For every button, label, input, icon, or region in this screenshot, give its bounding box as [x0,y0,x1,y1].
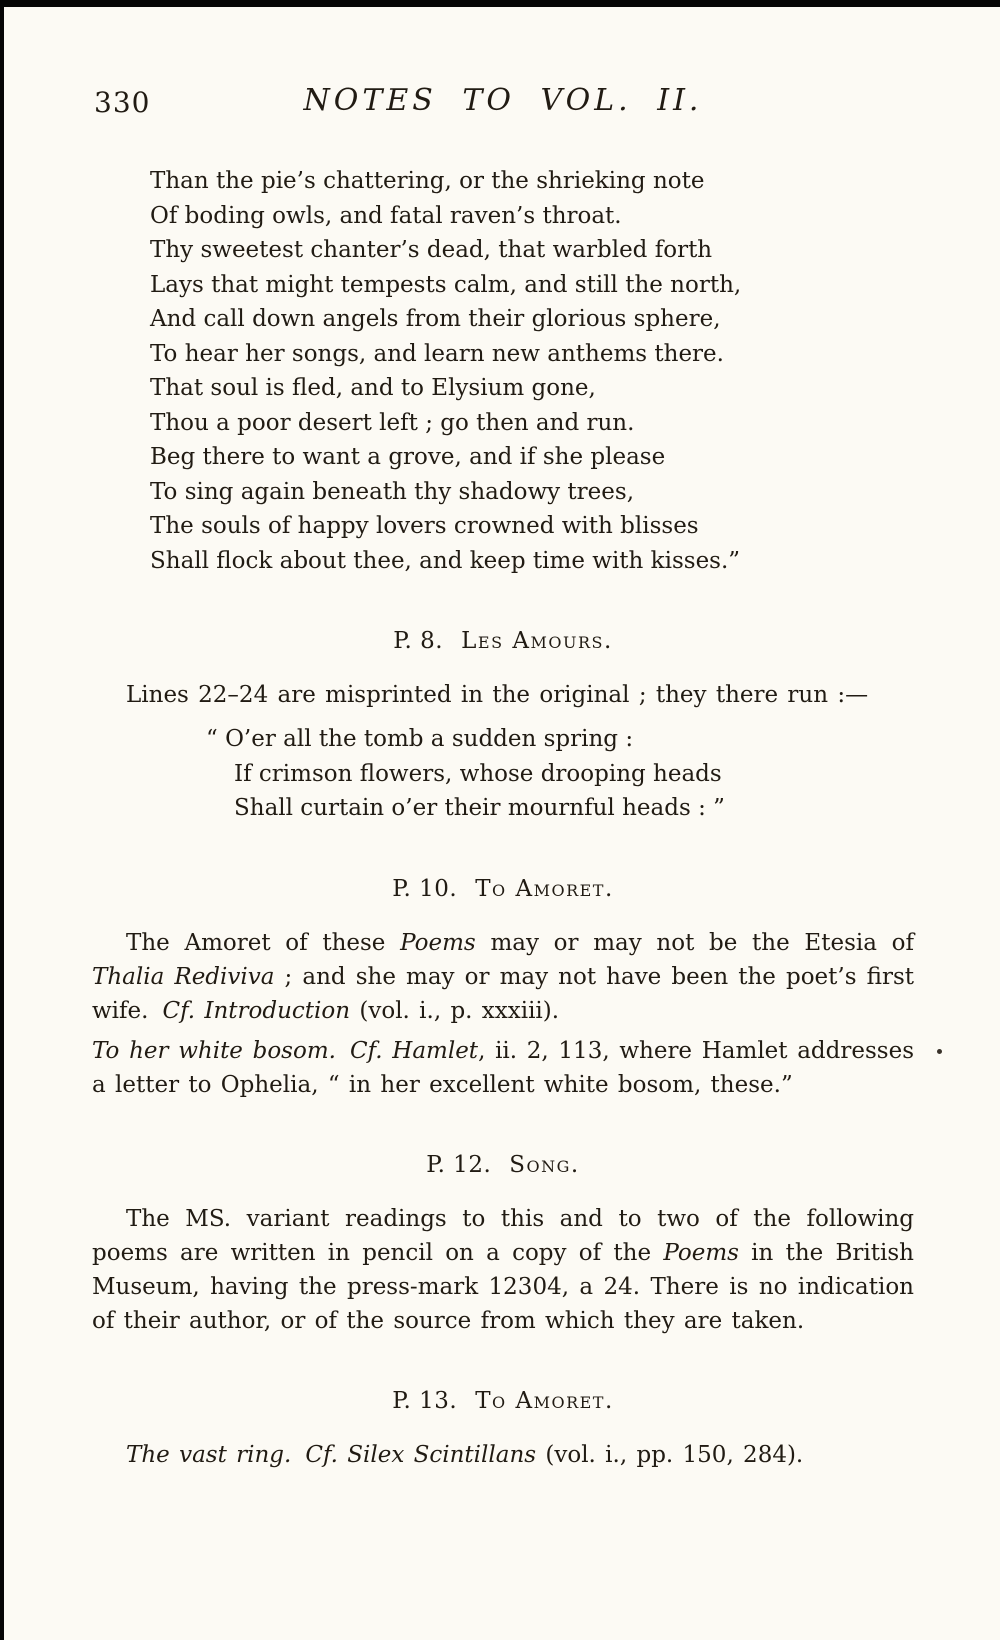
quote-line: “ O’er all the tomb a sudden spring : [206,726,634,752]
text-segment: , ii. 2, 113, where Hamlet addresses a letter to Ophelia, “ in her excellent white bosom, these.” [92,1037,915,1098]
text-segment: (vol. i., p. xxxiii). [350,997,560,1024]
running-title: NOTES TO VOL. II. [303,83,703,118]
scan-artifact-speck [937,1049,942,1054]
poem-line: And call down angels from their glorious sphere, [150,306,721,332]
heading-title: Song. [509,1151,580,1178]
heading-title: Les Amours. [461,628,613,654]
text-segment-italic: Cf. Introduction [162,997,351,1024]
text-segment: There is no indication of their author, or of the source from which they are taken. [92,1273,914,1334]
verse-quotation [92,722,914,826]
poem-quotation [150,164,914,578]
poem-line: The souls of happy lovers crowned with blisses [150,513,699,539]
section-heading-les-amours [92,624,914,658]
text-segment-italic: Poems [400,929,476,956]
text-segment-italic: Cf. Hamlet [349,1037,479,1064]
heading-page-ref: P. 12. [426,1151,492,1178]
poem-line: Thy sweetest chanter’s dead, that warbled forth [150,237,713,263]
note-paragraph: Lines 22–24 are misprinted in the original ; they there run :— [126,682,869,708]
poem-line: To sing again beneath thy shadowy trees, [150,478,635,505]
section-heading-song [92,1148,914,1182]
heading-page-ref: P. 8. [393,628,444,654]
poem-line: Lays that might tempests calm, and still the north, [150,271,742,298]
quote-line: Shall curtain o’er their mournful heads : ” [234,795,725,821]
text-segment: (vol. i., pp. 150, 284). [536,1441,804,1468]
heading-title: To Amoret. [475,875,614,902]
heading-title: To Amoret. [475,1387,614,1414]
quote-line: If crimson flowers, whose drooping heads [234,760,722,787]
note-paragraph [92,1438,914,1472]
text-segment: The Amoret of these [126,929,401,956]
poem-line: Beg there to want a grove, and if she please [150,444,666,470]
scan-artifact-left-edge [0,0,4,1640]
poem-line: To hear her songs, and learn new anthems there. [150,340,724,367]
text-segment: may or may not be the Etesia of [475,929,914,956]
poem-line: That soul is fled, and to Elysium gone, [150,375,596,401]
note-paragraph [92,1034,914,1102]
text-segment: The MS. variant readings to this and to two of the following poems are written in pencil on a copy of the [92,1205,914,1266]
text-segment-italic: Poems [663,1239,739,1266]
page-header [92,84,914,124]
heading-page-ref: P. 10. [392,875,458,902]
text-segment-italic: To her white bosom. [92,1037,336,1064]
text-segment: in the British Museum, having the press-mark 12304, a 24. [92,1239,914,1300]
section-heading-to-amoret-13 [92,1384,914,1418]
poem-line: Than the pie’s chattering, or the shrieking note [150,168,705,194]
section-heading-to-amoret-10 [92,872,914,906]
page-number: 330 [94,86,151,119]
text-segment-italic: Cf. Silex Scintillans [305,1441,537,1468]
page-content [92,0,914,1472]
note-paragraph [92,1202,914,1338]
text-segment-italic: Thalia Rediviva [92,963,275,990]
text-segment-italic: The vast ring. [126,1441,292,1468]
poem-line: Of boding owls, and fatal raven’s throat. [150,202,622,229]
poem-line: Shall flock about thee, and keep time with kisses.” [150,547,741,574]
heading-page-ref: P. 13. [392,1387,458,1414]
poem-line: Thou a poor desert left ; go then and run. [150,409,635,436]
note-paragraph [92,926,914,1028]
text-segment: ; and she may or may not have been the poet’s first wife. [92,963,914,1024]
